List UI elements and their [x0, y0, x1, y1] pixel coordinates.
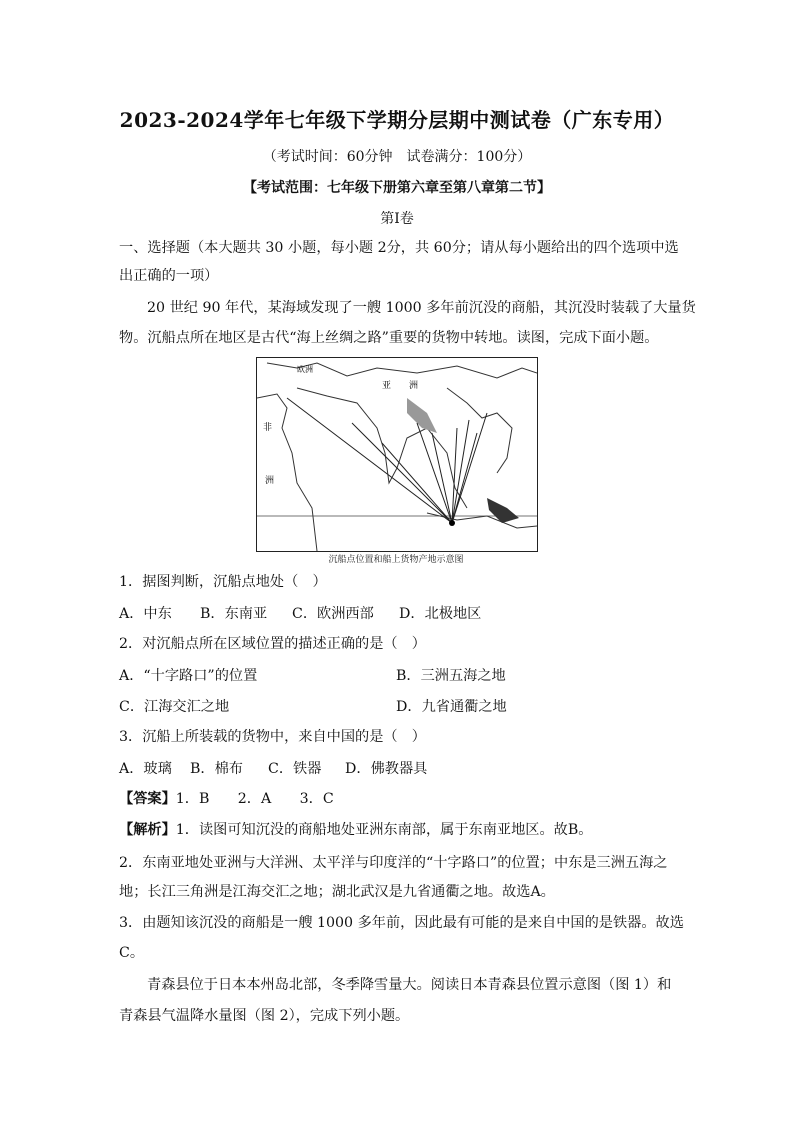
next-group-line-1: 青森县位于日本本州岛北部，冬季降雪量大。阅读日本青森县位置示意图（图 1）和: [147, 977, 672, 993]
question-3-stem: 3．沉船上所装载的货物中，来自中国的是（ ）: [119, 729, 426, 745]
question-2-option-a: A．“十字路口”的位置: [119, 668, 258, 684]
analysis-text-1: 1．读图可知沉没的商船地处亚洲东南部，属于东南亚地区。故B。: [175, 822, 593, 838]
map-label-asia: 亚 洲: [382, 381, 419, 391]
analysis-line-4: 3．由题知该沉没的商船是一艘 1000 多年前，因此最有可能的是来自中国的是铁器。故选: [119, 915, 684, 931]
map-graphic: [257, 358, 537, 551]
question-3-option-b: B．棉布: [190, 761, 243, 777]
map-label-africa-2: 洲: [265, 476, 275, 486]
map-caption: 沉船点位置和船上货物产地示意图: [328, 555, 464, 565]
section-heading-line-2: 出正确的一项）: [119, 268, 219, 284]
question-1-option-c: C．欧洲西部: [292, 606, 374, 622]
answer-text: 1．B 2．A 3．C: [175, 791, 334, 807]
answer-label: 【答案】: [119, 791, 176, 807]
shipwreck-map: [256, 357, 538, 552]
analysis-line-2: 2．东南亚地处亚洲与大洋洲、太平洋与印度洋的“十字路口”的位置；中东是三洲五海之: [119, 855, 668, 871]
question-2-option-d: D．九省通衢之地: [396, 699, 507, 715]
analysis-label: 【解析】: [119, 822, 176, 838]
intro-line-1: 20 世纪 90 年代，某海域发现了一艘 1000 多年前沉没的商船，其沉没时装载了大量货: [147, 300, 696, 316]
analysis-line-5: C。: [119, 945, 145, 961]
question-2-stem: 2．对沉船点所在区域位置的描述正确的是（ ）: [119, 636, 426, 652]
volume-label: 第Ⅰ卷: [380, 211, 414, 227]
question-1-option-b: B．东南亚: [200, 606, 268, 622]
section-heading-line-1: 一、选择题（本大题共 30 小题，每小题 2分，共 60分；请从每小题给出的四个选项中选: [119, 240, 679, 256]
question-1-stem: 1．据图判断，沉船点地处（ ）: [119, 574, 327, 590]
intro-line-2: 物。沉船点所在地区是古代“海上丝绸之路”重要的货物中转地。读图，完成下面小题。: [119, 330, 659, 346]
question-1-option-a: A．中东: [119, 606, 172, 622]
question-1-option-d: D．北极地区: [399, 606, 482, 622]
answer-line: [119, 789, 679, 809]
analysis-line-3: 地；长江三角洲是江海交汇之地；湖北武汉是九省通衢之地。故选A。: [119, 884, 555, 900]
question-3-option-c: C．铁器: [268, 761, 322, 777]
exam-scope: 【考试范围：七年级下册第六章至第八章第二节】: [243, 180, 551, 196]
analysis-line-1: [119, 820, 679, 840]
exam-time-info: （考试时间：60分钟 试卷满分：100分）: [262, 149, 532, 165]
question-2-option-c: C．江海交汇之地: [119, 699, 230, 715]
map-label-africa-1: 非: [263, 423, 273, 433]
next-group-line-2: 青森县气温降水量图（图 2），完成下列小题。: [119, 1008, 410, 1024]
question-2-option-b: B．三洲五海之地: [396, 668, 506, 684]
map-label-europe: 欧洲: [297, 365, 313, 374]
question-3-option-d: D．佛教器具: [345, 761, 428, 777]
page-title: 2023-2024学年七年级下学期分层期中测试卷（广东专用）: [119, 108, 675, 132]
question-3-option-a: A．玻璃: [119, 761, 172, 777]
